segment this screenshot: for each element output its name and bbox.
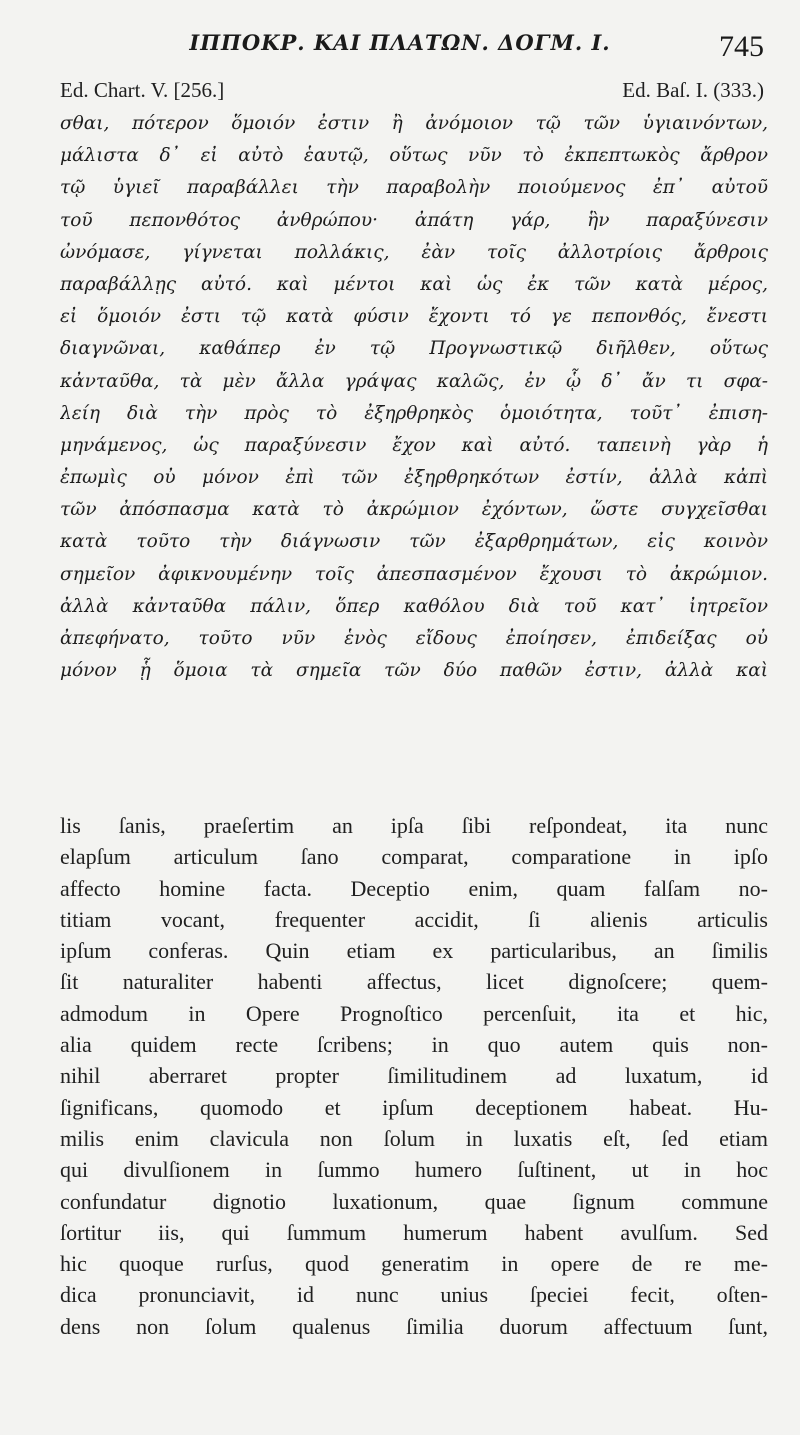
edition-reference-basel: Ed. Baſ. I. (333.) bbox=[622, 78, 764, 102]
latin-text-line: dens non ſolum qualenus ſimilia duorum affectuum ſunt, bbox=[60, 1313, 768, 1339]
latin-text-line: ipſum conferas. Quin etiam ex particularibus, an ſimilis bbox=[60, 938, 768, 964]
greek-text-line: λείη διὰ τὴν πρὸς τὸ ἐξηρθρηκὸς ὁμοιότητα, τοῦτ᾽ ἐπιση- bbox=[60, 402, 768, 424]
greek-text-line: κἀνταῦθα, τὰ μὲν ἄλλα γράψας καλῶς, ἐν ᾧ δ᾽ ἄν τι σφα- bbox=[60, 370, 768, 392]
latin-translation-block bbox=[60, 810, 768, 1342]
page-number: 745 bbox=[719, 30, 764, 63]
greek-text-line: μόνον ᾗ ὅμοια τὰ σημεῖα τῶν δύο παθῶν ἐστιν, ἀλλὰ καὶ bbox=[60, 660, 768, 682]
edition-reference-chartier: Ed. Chart. V. [256.] bbox=[60, 78, 225, 102]
running-title: ΙΠΠΟΚΡ. ΚΑΙ ΠΛΑΤΩΝ. ΔΟΓΜ. Ι. bbox=[189, 30, 611, 55]
latin-text-line: confundatur dignotio luxationum, quae ſignum commune bbox=[60, 1188, 768, 1214]
greek-text-line: τοῦ πεπονθότος ἀνθρώπου· ἀπάτη γάρ, ἣν παραξύνεσιν bbox=[60, 209, 768, 231]
greek-text-line: παραβάλλῃς αὐτό. καὶ μέντοι καὶ ὡς ἐκ τῶν κατὰ μέρος, bbox=[60, 273, 768, 295]
latin-text-line: ſit naturaliter habenti affectus, licet dignoſcere; quem- bbox=[60, 969, 768, 995]
greek-text-line: ἐπωμὶς οὐ μόνον ἐπὶ τῶν ἐξηρθρηκότων ἐστίν, ἀλλὰ κἀπὶ bbox=[60, 467, 768, 489]
greek-text-line: τῶν ἀπόσπασμα κατὰ τὸ ἀκρώμιον ἐχόντων, ὥστε συγχεῖσθαι bbox=[60, 499, 768, 521]
greek-text-line: ἀλλὰ κἀνταῦθα πάλιν, ὅπερ καθόλου διὰ τοῦ κατ᾽ ἰητρεῖον bbox=[60, 595, 768, 617]
greek-text-line: εἰ ὅμοιόν ἐστι τῷ κατὰ φύσιν ἔχοντι τό γε πεπονθός, ἔνεστι bbox=[60, 306, 768, 328]
latin-text-line: milis enim clavicula non ſolum in luxatis eſt, ſed etiam bbox=[60, 1125, 768, 1151]
greek-text-line: ὠνόμασε, γίγνεται πολλάκις, ἐὰν τοῖς ἀλλοτρίοις ἄρθροις bbox=[60, 241, 768, 263]
greek-text-line: μάλιστα δ᾽ εἰ αὐτὸ ἑαυτῷ, οὕτως νῦν τὸ ἐκπεπτωκὸς ἄρθρον bbox=[60, 145, 768, 167]
latin-text-line: hic quoque rurſus, quod generatim in opere de re me- bbox=[60, 1251, 768, 1277]
latin-text-line: titiam vocant, frequenter accidit, ſi alienis articulis bbox=[60, 906, 768, 932]
greek-text-line: κατὰ τοῦτο τὴν διάγνωσιν τῶν ἐξαρθρημάτων, εἰς κοινὸν bbox=[60, 531, 768, 553]
latin-text-line: ſignificans, quomodo et ipſum deceptionem habeat. Hu- bbox=[60, 1094, 768, 1120]
greek-text-block bbox=[60, 108, 768, 687]
greek-text-line: τῷ ὑγιεῖ παραβάλλει τὴν παραβολὴν ποιούμενος ἐπ᾽ αὐτοῦ bbox=[60, 177, 768, 199]
greek-text-line: σημεῖον ἀφικνουμένην τοῖς ἀπεσπασμένον ἔχουσι τὸ ἀκρώμιον. bbox=[60, 563, 768, 585]
latin-text-line: lis ſanis, praeſertim an ipſa ſibi reſpondeat, ita nunc bbox=[60, 813, 768, 838]
greek-text-line: ἀπεφήνατο, τοῦτο νῦν ἑνὸς εἴδους ἐποίησεν, ἐπιδείξας οὐ bbox=[60, 628, 768, 649]
greek-text-line: σθαι, πότερον ὅμοιόν ἐστιν ἢ ἀνόμοιον τῷ τῶν ὑγιαινόντων, bbox=[60, 113, 768, 134]
latin-text-line: dica pronunciavit, id nunc unius ſpeciei fecit, oſten- bbox=[60, 1282, 768, 1308]
latin-text-line: affecto homine facta. Deceptio enim, quam falſam no- bbox=[60, 875, 768, 901]
greek-text-line: μηνάμενος, ὡς παραξύνεσιν ἔχον καὶ αὐτό. ταπεινὴ γὰρ ἡ bbox=[60, 434, 768, 456]
latin-text-line: admodum in Opere Prognoſtico percenſuit, ita et hic, bbox=[60, 1000, 768, 1026]
latin-text-line: alia quidem recte ſcribens; in quo autem quis non- bbox=[60, 1032, 768, 1058]
greek-text-line: διαγνῶναι, καθάπερ ἐν τῷ Προγνωστικῷ διῆλθεν, οὕτως bbox=[60, 338, 768, 360]
latin-text-line: nihil aberraret propter ſimilitudinem ad luxatum, id bbox=[60, 1063, 768, 1089]
latin-text-line: elapſum articulum ſano comparat, comparatione in ipſo bbox=[60, 844, 768, 870]
latin-text-line: qui divulſionem in ſummo humero ſuſtinent, ut in hoc bbox=[60, 1157, 768, 1183]
latin-text-line: ſortitur iis, qui ſummum humerum habent avulſum. Sed bbox=[60, 1219, 768, 1245]
